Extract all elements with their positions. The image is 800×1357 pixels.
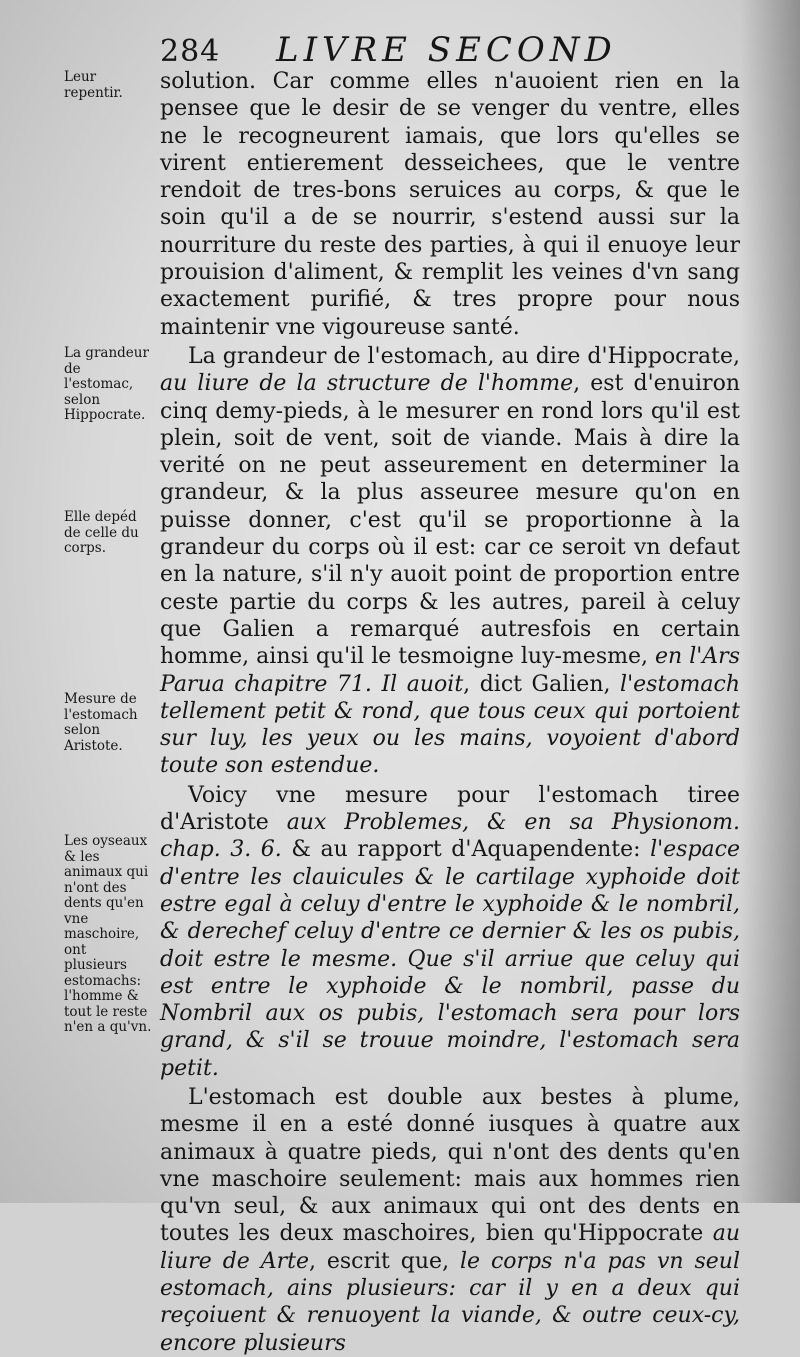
page-number: 284	[160, 34, 221, 69]
margin-note: Leur repentir.	[64, 69, 123, 101]
paragraph	[160, 343, 740, 780]
text-run: , dict Galien,	[463, 671, 621, 697]
italic-text: l'espace d'entre les clauicules & le cartilage xyphoide doit estre egal à celuy d'entre le xyphoide & le nombril, & derechef celuy d'entre ce dernier & les os pubis, doit estre le mesme. Que s'il arriue que celuy qui est entre le xyphoide & le nombril, passe du Nombril aux os pubis, l'estomach sera pour lors grand, & s'il se trouue moindre, l'estomach sera petit.	[160, 837, 741, 1081]
italic-text: l'estomach tellement petit & rond, que tous ceux qui portoient sur luy, les yeux ou les mains, voyoient d'abord toute son estendue.	[160, 671, 740, 779]
paragraph	[160, 1084, 740, 1357]
margin-note: Elle depéd de celle du corps.	[64, 509, 139, 556]
margin-note: Mesure de l'estomach selon Aristote.	[64, 691, 138, 754]
text-run: solution. Car comme elles n'auoient rien en la pensee que le desir de se venger du ventre, elles ne le recogneurent iamais, que lors qu'elles se virent entierement desseichees, que le ventre rendoit de tres-bons seruices au corps, & que le soin qu'il a de se nourrir, s'estend aussi sur la nourriture du reste des parties, à qui il enuoye leur prouision d'aliment, & remplit les veines d'vn sang exactement purifié, & tres propre pour nous maintenir vne vigoureuse santé.	[160, 69, 740, 340]
text-run: La grandeur de l'estomach, au dire d'Hippocrate,	[188, 343, 740, 369]
italic-text: au liure de la structure de l'homme	[160, 371, 574, 397]
italic-text: aux Problemes, & en sa Physionom. chap. 3. 6.	[160, 810, 740, 863]
paragraph	[160, 782, 740, 1082]
text-run: & au rapport d'Aquapendente:	[281, 837, 651, 863]
text-run: , est d'enuiron cinq demy-pieds, à le mesurer en rond lors qu'il est plein, soit de vent, soit de viande. Mais à dire la verité on ne peut asseurement en determiner la grandeur, & la plus asseuree mesure qu'on en puisse donner, c'est qu'il se proportionne à la grandeur du corps où il est: car ce seroit vn defaut en la nature, s'il n'y auoit point de proportion entre ceste partie du corps & les autres, pareil à celuy que Galien a remarqué autresfois en certain homme, ainsi qu'il le tesmoigne luy-mesme,	[160, 371, 740, 670]
paragraph	[160, 68, 740, 341]
italic-text: au liure de Arte	[160, 1221, 740, 1274]
running-title: LIVRE SECOND	[276, 30, 617, 70]
margin-note: Les oyseaux & les animaux qui n'ont des dents qu'en vne maschoire, ont plusieurs estomachs: l'homme & tout le reste n'en a qu'vn.	[64, 833, 152, 1035]
body-text	[160, 68, 740, 1357]
italic-text: le corps n'a pas vn seul estomach, ains plusieurs: car il y en a deux qui reçoiuent & renuoyent la viande, & outre ceux-cy, encore plusieurs	[160, 1248, 740, 1356]
margin-note: La grandeur de l'estomac, selon Hippocrate.	[64, 345, 149, 423]
text-run: Voicy vne mesure pour l'estomach tiree d'Aristote	[160, 782, 740, 836]
text-run: L'estomach est double aux bestes à plume, mesme il en a esté donné iusques à quatre aux animaux à quatre pieds, qui n'ont des dents qu'en vne maschoire seulement: mais aux hommes rien qu'vn seul, & aux animaux qui ont des dents en toutes les deux maschoires, bien qu'Hippocrate	[160, 1084, 740, 1247]
text-run: , escrit que,	[308, 1248, 460, 1274]
italic-text: en l'Ars Parua chapitre 71. Il auoit	[160, 644, 740, 697]
